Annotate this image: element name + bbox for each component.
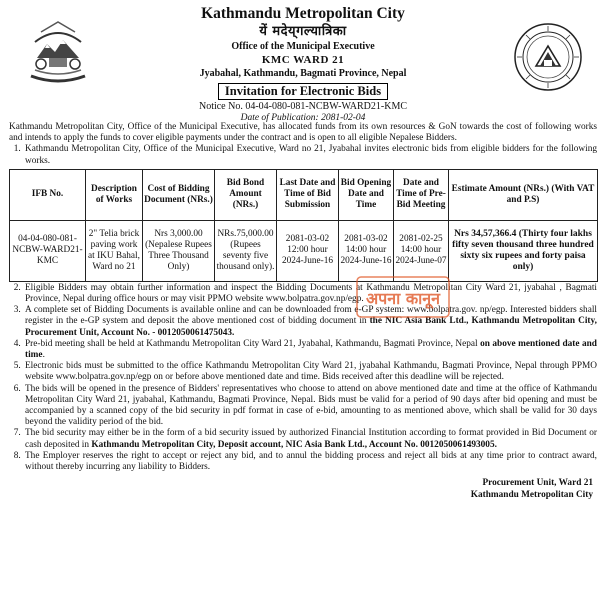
item-3-account: the NIC Asia Bank Ltd., Kathmandu Metropolitan City, Procurement Unit, Account No. - 0012050061475043. (25, 316, 597, 338)
list-item-5: 5. Electronic bids must be submitted to the office Kathmandu Metropolitan City Ward 21, jyabahal Kathmandu, Bagmati Province, Nepal through PPMO website www.bolpatra.gov.np/egp on or before above mentioned date and time. Bids received after this deadline will be rejected. (23, 361, 597, 383)
signature-unit: Procurement Unit, Ward 21 (482, 478, 593, 489)
signature-block (9, 478, 597, 501)
item-7-account: Kathmandu Metropolitan City, Deposit account, NIC Asia Bank Ltd., Account No. 0012050061493005. (91, 439, 497, 450)
list-item-6: 6. The bids will be opened in the presence of Bidders' representatives who choose to attend on above mentioned date and time at the office of Kathmandu Metropolitan City Ward 21, jyabahal, Kathmandu, Bagmati Province, Nepal. Bids must be valid for a period of 90 days after bid opening and must be accompanied by a scanned copy of the bid security in pdf format in case of e-bid, amounting to as mentioned above, which shall be valid for 30 days beyond the validity period of the bid. (23, 384, 597, 429)
intro-paragraph: Kathmandu Metropolitan City, Office of the Municipal Executive, has allocated funds from its own resources & GoN towards the cost of following works and intends to apply the funds to cover eligible payments under the contract and is open to all eligible Nepalese Bidders. (9, 122, 597, 144)
kmc-seal-icon (513, 22, 583, 92)
bid-table (9, 169, 598, 282)
ward-name: KMC WARD 21 (261, 54, 345, 66)
invitation-title: Invitation for Electronic Bids (218, 83, 388, 100)
city-name: Kathmandu Metropolitan City (201, 5, 405, 22)
notice-number: Notice No. 04-04-080-081-NCBW-WARD21-KMC (198, 101, 408, 112)
list-item-4: 4. Pre-bid meeting shall be held at Kathmandu Metropolitan City Ward 21, Jyabahal, Kathmandu, Bagmati Province, Nepal on above mentioned date and time. (23, 339, 597, 361)
item-list-1 (9, 144, 597, 166)
td-bond: NRs.75,000.00 (Rupees seventy five thousand only). (215, 220, 277, 281)
th-opening: Bid Opening Date and Time (339, 169, 394, 220)
list-item-1: 1. Kathmandu Metropolitan City, Office of the Municipal Executive, Ward no 21, Jyabahal invites electronic bids from eligible bidders for the following works. (23, 144, 597, 166)
td-last-date: 2081-03-02 12:00 hour 2024-June-16 (277, 220, 339, 281)
th-description: Description of Works (86, 169, 143, 220)
td-estimate: Nrs 34,57,366.4 (Thirty four lakhs fifty seven thousand three hundred sixty six rupees and forty paisa only) (449, 220, 598, 281)
td-prebid: 2081-02-25 14:00 hour 2024-June-07 (394, 220, 449, 281)
item-4-emphasis: on above mentioned date and time (25, 338, 597, 361)
watermark-text: अपना कानून (365, 289, 441, 308)
td-opening: 2081-03-02 14:00 hour 2024-June-16 (339, 220, 394, 281)
list-item-8: 8. The Employer reserves the right to accept or reject any bid, and to annul the bidding process and reject all bids at any time prior to contract award, without thereby incurring any liability to Bidders. (23, 451, 597, 473)
th-last-date: Last Date and Time of Bid Submission (277, 169, 339, 220)
list-item-3 (23, 305, 597, 339)
office-name: Office of the Municipal Executive (231, 41, 375, 52)
th-prebid: Date and Time of Pre-Bid Meeting (394, 169, 449, 220)
th-bond: Bid Bond Amount (NRs.) (215, 169, 277, 220)
item-4-text: Pre-bid meeting shall be held at Kathmandu Metropolitan City Ward 21, Jyabahal, Kathmandu, Bagmati Province, Nepal (25, 338, 481, 349)
item-list-2 (9, 283, 597, 473)
th-cost: Cost of Bidding Document (NRs.) (143, 169, 215, 220)
th-estimate: Estimate Amount (NRs.) (With VAT and P.S) (449, 169, 598, 220)
header-text-block (9, 4, 597, 124)
table-row (10, 220, 598, 281)
office-address: Jyabahal, Kathmandu, Bagmati Province, Nepal (199, 68, 407, 79)
item-7-text: The bid security may either be in the form of a bid security issued by authorized Financial Institution according to format provided in Bid Document or cash deposited in (25, 428, 597, 450)
td-description: 2" Telia brick paving work at IKU Bahal, Ward no 21 (86, 220, 143, 281)
list-item-2: 2. Eligible Bidders may obtain further information and inspect the Bidding Documents at Kathmandu Metropolitan City Ward 21, jyabahal , Bagmati Province, Nepal during office hours or may visit PPMO website www.bolpatra.gov.np/egp. (23, 283, 597, 305)
city-name-nepali: यें मदेय्‌गल्यात्रिका (259, 24, 347, 39)
publication-date: Date of Publication: 2081-02-04 (240, 113, 366, 123)
th-ifb: IFB No. (10, 169, 86, 220)
table-header-row (10, 169, 598, 220)
td-ifb: 04-04-080-081-NCBW-WARD21-KMC (10, 220, 86, 281)
td-cost: Nrs 3,000.00 (Nepalese Rupees Three Thousand Only) (143, 220, 215, 281)
list-item-7 (23, 428, 597, 450)
item-3-text: A complete set of Bidding Documents is available online and can be downloaded from e-GP system: www.bolpatra.gov. np/egp. Interested bidders shall register in the e-GP system and deposit the above mentioned cost of bidding document in (25, 305, 597, 327)
signature-org: Kathmandu Metropolitan City (470, 489, 593, 500)
invitation-wrap (9, 82, 597, 100)
notice-header (9, 0, 597, 123)
